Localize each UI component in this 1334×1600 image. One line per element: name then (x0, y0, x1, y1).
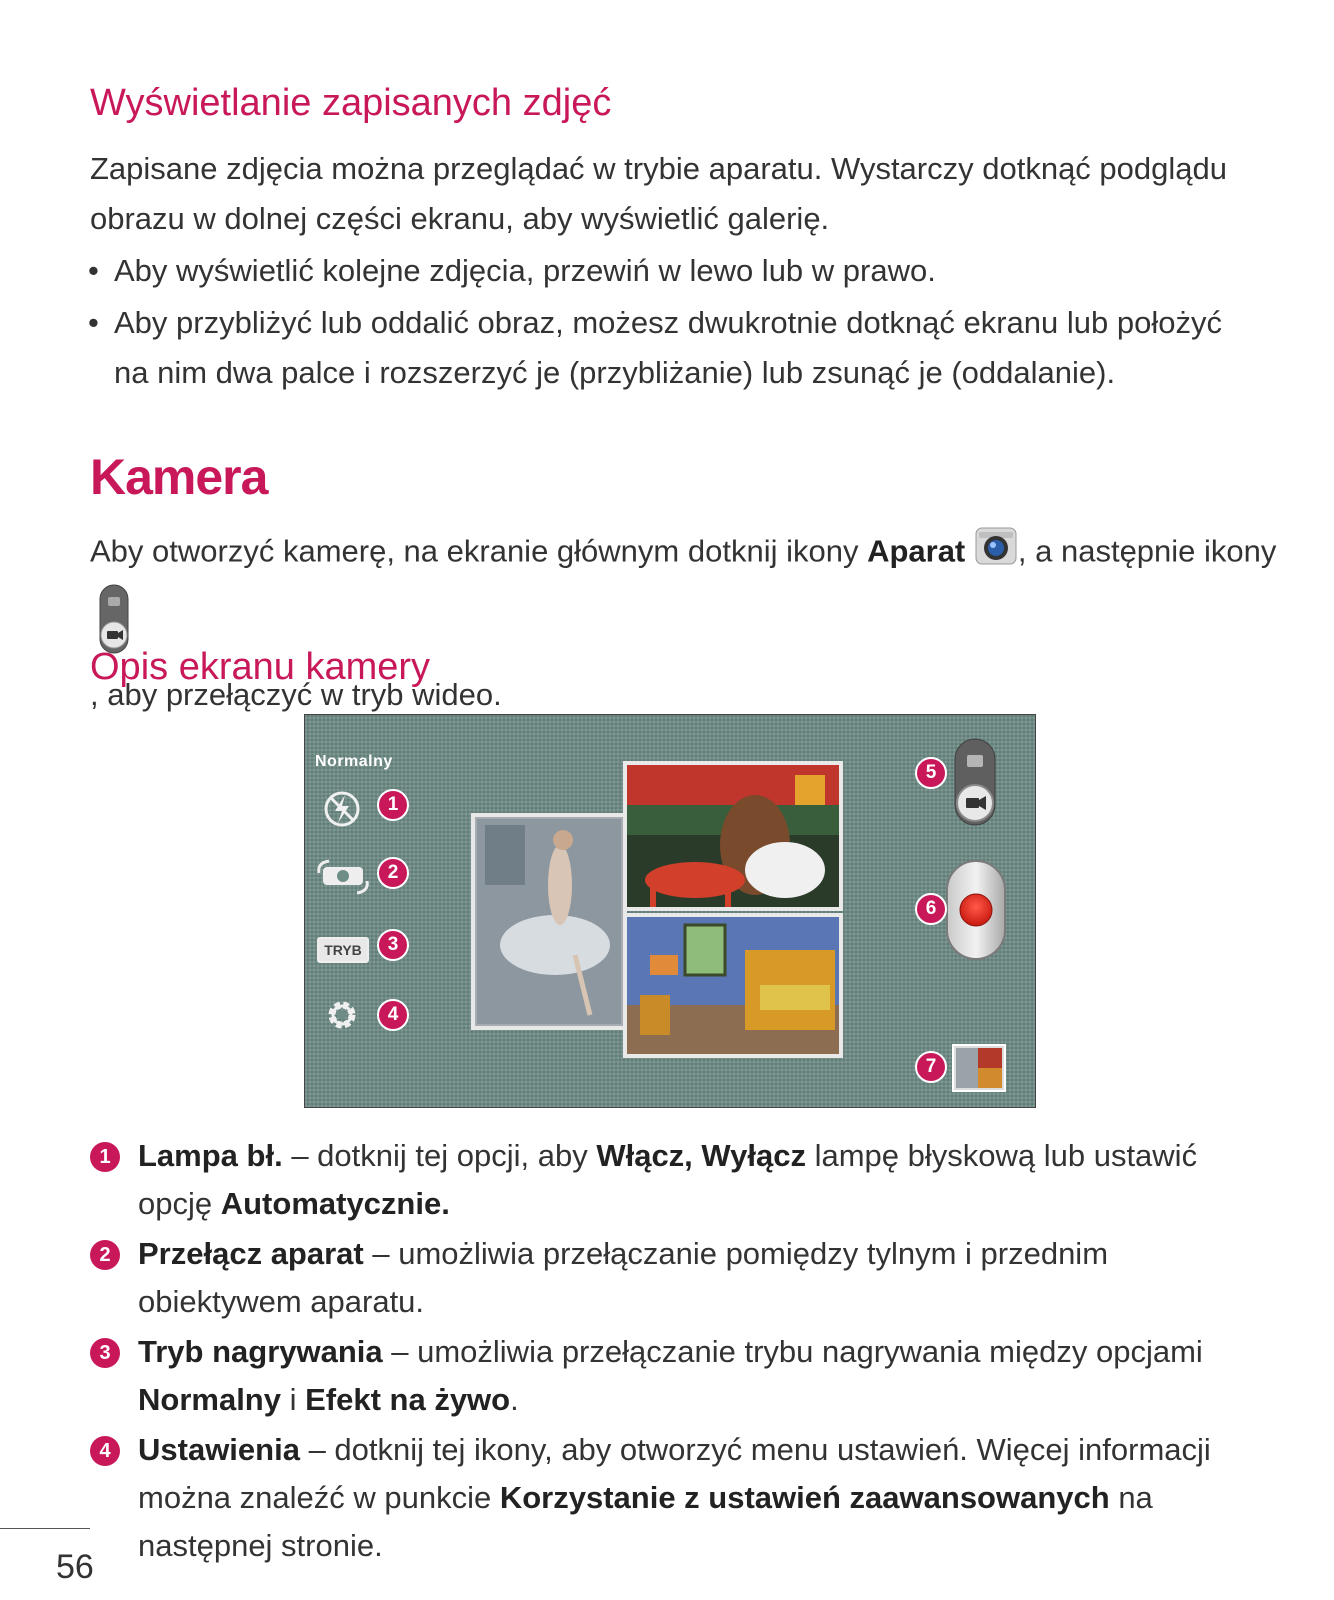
bullet-dot: • (88, 253, 99, 288)
intro-text: Aby otworzyć kamerę, na ekranie głównym dotknij ikony (90, 533, 868, 569)
mode-switch-control (955, 739, 995, 825)
page-number-rule (0, 1528, 90, 1529)
marker-4: 4 (377, 999, 409, 1031)
list-item-recording-mode: Tryb nagrywania – umożliwia przełączanie trybu nagrywania między opcjami Normalny i Efekt na żywo. (138, 1334, 1203, 1417)
mode-button[interactable]: TRYB (317, 937, 369, 963)
settings-icon (332, 1005, 352, 1025)
marker-3: 3 (377, 929, 409, 961)
section-heading-camera: Kamera (90, 449, 268, 505)
marker-7: 7 (915, 1051, 947, 1083)
page-number: 56 (56, 1548, 94, 1586)
flash-icon (326, 793, 358, 825)
painting-tahiti (623, 761, 843, 911)
list-item-flash: Lampa bł. – dotknij tej opcji, aby Włącz, Wyłącz lampę błyskową lub ustawić opcję Automatycznie. (138, 1138, 1198, 1221)
painting-dancer (473, 815, 625, 1028)
section-heading-view-photos: Wyświetlanie zapisanych zdjęć (90, 82, 612, 124)
list-item-switch-camera: Przełącz aparat – umożliwia przełączanie pomiędzy tylnym i przednim obiektywem aparatu. (138, 1236, 1109, 1319)
bullet-dot: • (88, 305, 99, 340)
list-number-1: 1 (90, 1142, 120, 1172)
intro-text: , a następnie ikony (1017, 533, 1277, 569)
camera-app-icon (974, 524, 1018, 583)
painting-bedroom (623, 913, 843, 1058)
intro-text: , aby przełączyć w tryb wideo. (90, 677, 502, 712)
marker-1: 1 (377, 789, 409, 821)
gallery-thumbnail-graphic (953, 1045, 1005, 1091)
bullet-text: Aby przybliżyć lub oddalić obraz, możesz dwukrotnie dotknąć ekranu lub położyć na nim dwa palce i rozszerzyć je (przybliżanie) lub zsunąć je (oddalanie). (114, 305, 1222, 390)
intro-bold-aparat: Aparat (867, 533, 966, 569)
record-button-graphic (947, 861, 1005, 959)
marker-6: 6 (915, 893, 947, 925)
view-photos-paragraph: Zapisane zdjęcia można przeglądać w trybie aparatu. Wystarczy dotknąć podglądu obrazu w dolnej części ekranu, aby wyświetlić galerię. (90, 151, 1227, 236)
switch-camera-icon (319, 861, 368, 893)
list-number-3: 3 (90, 1338, 120, 1368)
camera-intro-paragraph (90, 524, 1290, 720)
bullet-text: Aby wyświetlić kolejne zdjęcia, przewiń w lewo lub w prawo. (114, 253, 936, 288)
list-number-2: 2 (90, 1240, 120, 1270)
section-heading-camera-screen: Opis ekranu kamery (90, 646, 431, 688)
camera-screen-image (304, 714, 1036, 1108)
recording-mode-label: Normalny (315, 753, 393, 770)
marker-5: 5 (915, 757, 947, 789)
list-number-4: 4 (90, 1436, 120, 1466)
list-item-settings: Ustawienia – dotknij tej ikony, aby otworzyć menu ustawień. Więcej informacji można znaleźć w punkcie Korzystanie z ustawień zaawansowanych na następnej stronie. (138, 1432, 1211, 1563)
marker-2: 2 (377, 857, 409, 889)
